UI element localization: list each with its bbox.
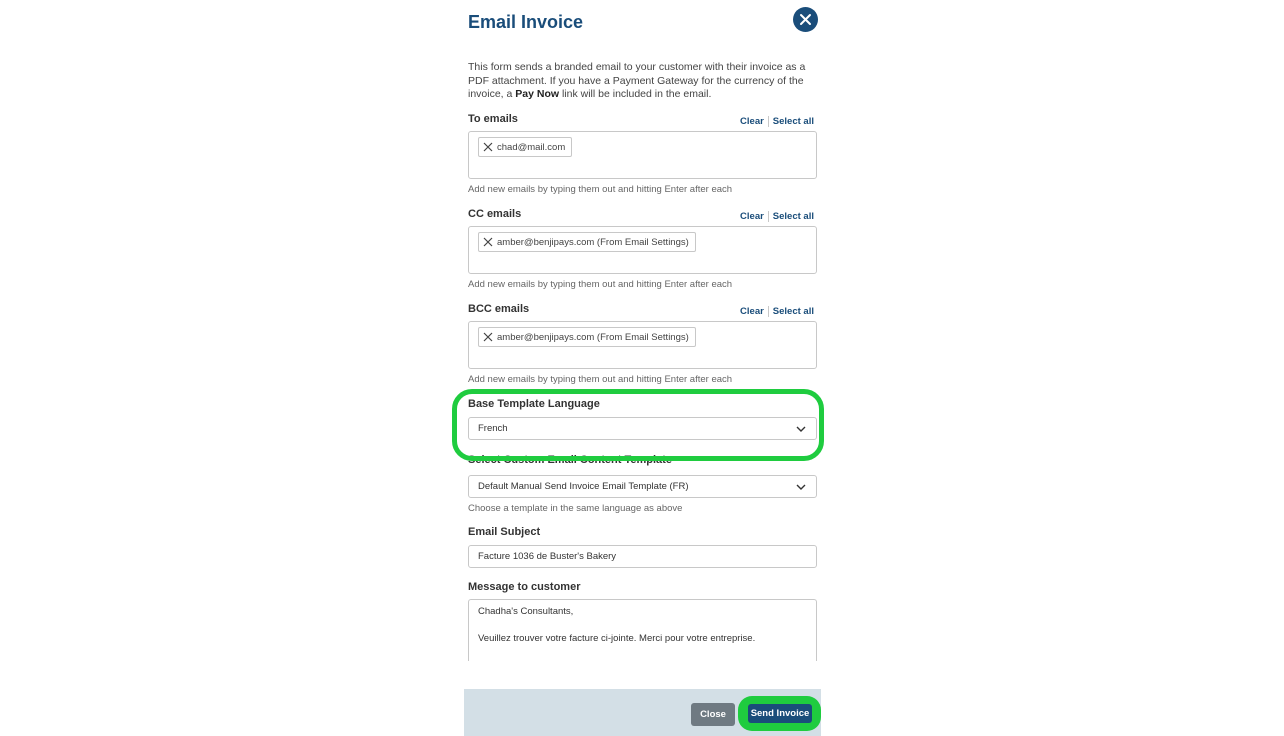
to-emails-label: To emails bbox=[468, 113, 518, 125]
close-circle-icon bbox=[793, 7, 818, 32]
email-chip bbox=[478, 232, 696, 252]
remove-chip-icon[interactable] bbox=[483, 237, 493, 247]
email-invoice-modal bbox=[464, 0, 821, 736]
email-subject-label: Email Subject bbox=[468, 526, 541, 538]
email-chip-label: chad@mail.com bbox=[497, 141, 566, 153]
selected-language: French bbox=[478, 423, 508, 434]
base-template-language-label: Base Template Language bbox=[468, 398, 600, 410]
close-modal-button[interactable] bbox=[793, 7, 818, 32]
divider bbox=[768, 116, 769, 127]
message-label: Message to customer bbox=[468, 581, 581, 593]
email-chip bbox=[478, 137, 572, 157]
to-emails-clear-link[interactable]: Clear bbox=[740, 116, 764, 128]
modal-footer bbox=[464, 689, 821, 736]
message-line: Chadha's Consultants, bbox=[478, 606, 574, 617]
intro-text: This form sends a branded email to your customer with their invoice as a PDF attachment. If you have a Payment Gateway for the currency of the invoice, a Pay Now link will be included in the email. bbox=[468, 61, 806, 100]
to-emails-actions bbox=[740, 116, 814, 127]
chevron-down-icon bbox=[796, 483, 806, 491]
to-emails-input[interactable] bbox=[468, 131, 817, 179]
cc-emails-clear-link[interactable]: Clear bbox=[740, 211, 764, 223]
message-line: Veuillez trouver votre facture ci-jointe. Merci pour votre entreprise. bbox=[478, 633, 756, 644]
bcc-emails-clear-link[interactable]: Clear bbox=[740, 306, 764, 318]
close-button[interactable]: Close bbox=[691, 703, 735, 726]
divider bbox=[768, 306, 769, 317]
chevron-down-icon bbox=[796, 425, 806, 433]
bcc-emails-actions bbox=[740, 306, 814, 317]
email-chip-label: amber@benjipays.com (From Email Settings) bbox=[497, 331, 689, 343]
bcc-emails-help: Add new emails by typing them out and hitting Enter after each bbox=[468, 374, 733, 385]
email-subject-input[interactable] bbox=[468, 545, 817, 568]
custom-template-select[interactable] bbox=[468, 475, 817, 498]
base-template-language-select[interactable] bbox=[468, 417, 817, 440]
bcc-emails-input[interactable] bbox=[468, 321, 817, 369]
custom-template-help: Choose a template in the same language as above bbox=[468, 503, 683, 514]
bcc-emails-select-all-link[interactable]: Select all bbox=[772, 306, 814, 318]
divider bbox=[768, 211, 769, 222]
cc-emails-label: CC emails bbox=[468, 208, 522, 220]
send-invoice-button[interactable]: Send Invoice bbox=[748, 704, 812, 723]
send-button-highlight bbox=[738, 696, 821, 731]
remove-chip-icon[interactable] bbox=[483, 332, 493, 342]
to-emails-help: Add new emails by typing them out and hitting Enter after each bbox=[468, 184, 733, 195]
remove-chip-icon[interactable] bbox=[483, 142, 493, 152]
cc-emails-select-all-link[interactable]: Select all bbox=[772, 211, 814, 223]
cc-emails-input[interactable] bbox=[468, 226, 817, 274]
cc-emails-actions bbox=[740, 211, 814, 222]
email-chip-label: amber@benjipays.com (From Email Settings) bbox=[497, 236, 689, 248]
modal-title: Email Invoice bbox=[468, 12, 584, 32]
selected-template: Default Manual Send Invoice Email Template (FR) bbox=[478, 481, 689, 492]
custom-template-label: Select Custom Email Content Template bbox=[468, 454, 672, 466]
cc-emails-help: Add new emails by typing them out and hitting Enter after each bbox=[468, 279, 733, 290]
pay-now-text: Pay Now bbox=[515, 88, 560, 100]
email-chip bbox=[478, 327, 696, 347]
to-emails-select-all-link[interactable]: Select all bbox=[772, 116, 814, 128]
message-textarea[interactable] bbox=[468, 599, 817, 661]
bcc-emails-label: BCC emails bbox=[468, 303, 530, 315]
